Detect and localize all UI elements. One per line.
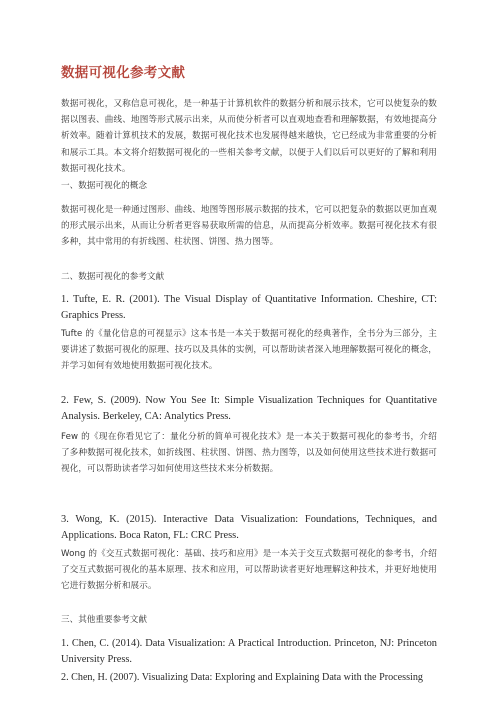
reference-chen-h: 2. Chen, H. (2007). Visualizing Data: Exploring and Explaining Data with the Processing xyxy=(61,672,423,683)
section-heading-other-references: 三、其他重要参考文献 xyxy=(61,615,147,625)
reference-wong: 3. Wong, K. (2015). Interactive Data Visualization: Foundations, Techniques, and Applications. Boca Raton, FL: CRC Press. xyxy=(61,514,437,541)
reference-wong-description: Wong 的《交互式数据可视化：基础、技巧和应用》是一本关于交互式数据可视化的参考书，介绍了交互式数据可视化的基本原理、技术和应用，可以帮助读者更好地理解这种技术，并更好地使用它进行数据分析和展示。 xyxy=(61,549,437,592)
concept-paragraph: 数据可视化是一种通过图形、曲线、地图等图形展示数据的技术，它可以把复杂的数据以更加直观的形式展示出来，从而让分析者更容易获取所需的信息，从而提高分析效率。数据可视化技术有很多种，其中常用的有折线图、柱状图、饼图、热力图等。 xyxy=(61,205,437,248)
section-heading-concept: 一、数据可视化的概念 xyxy=(61,181,147,191)
document-title: 数据可视化参考文献 xyxy=(61,65,186,81)
reference-tufte: 1. Tufte, E. R. (2001). The Visual Display of Quantitative Information. Cheshire, CT: Graphics Press. xyxy=(61,294,437,321)
reference-tufte-description: Tufte 的《量化信息的可视显示》这本书是一本关于数据可视化的经典著作，全书分为三部分，主要讲述了数据可视化的原理、技巧以及具体的实例，可以帮助读者深入地理解数据可视化的概念，并学习如何有效地使用数据可视化技术。 xyxy=(61,329,437,372)
reference-few-description: Few 的《现在你看见它了：量化分析的简单可视化技术》是一本关于数据可视化的参考书，介绍了多种数据可视化技术，如折线图、柱状图、饼图、热力图等，以及如何使用这些技术进行数据可视化，可以帮助读者学习如何使用这些技术来分析数据。 xyxy=(61,432,437,475)
reference-chen-c: 1. Chen, C. (2014). Data Visualization: A Practical Introduction. Princeton, NJ: Princeton University Press. xyxy=(61,638,437,665)
reference-few: 2. Few, S. (2009). Now You See It: Simple Visualization Techniques for Quantitative Analysis. Berkeley, CA: Analytics Press. xyxy=(61,395,437,422)
intro-paragraph: 数据可视化，又称信息可视化，是一种基于计算机软件的数据分析和展示技术，它可以使复杂的数据以图表、曲线、地图等形式展示出来，从而使分析者可以直观地查看和理解数据，有效地提高分析效率。随着计算机技术的发展，数据可视化技术也发展得越来越快，它已经成为非常重要的分析和展示工具。本文将介绍数据可视化的一些相关参考文献，以便于人们以后可以更好的了解和利用数据可视化技术。 xyxy=(61,99,437,174)
section-heading-references: 二、数据可视化的参考文献 xyxy=(61,272,165,282)
